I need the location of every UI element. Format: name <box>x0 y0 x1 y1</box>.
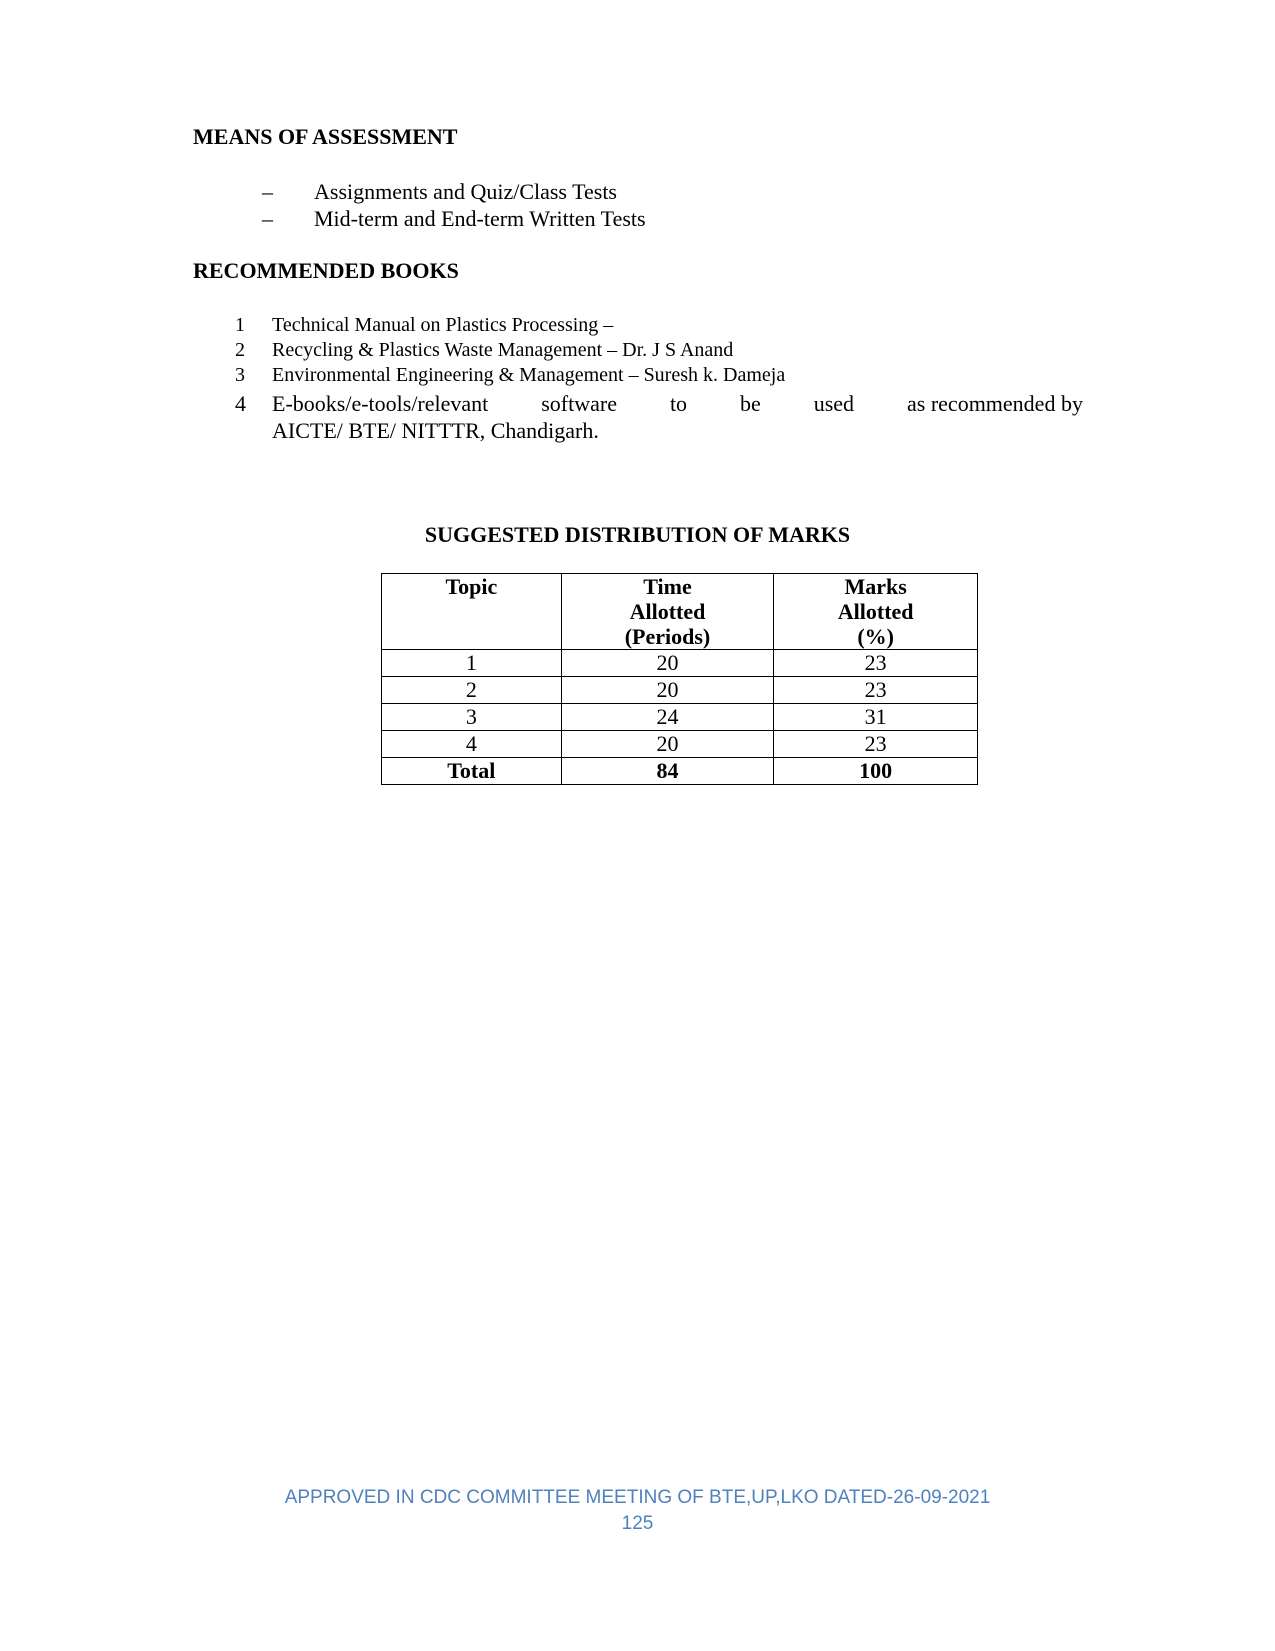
dash-marker: – <box>262 206 273 231</box>
book-title: Recycling & Plastics Waste Management – Dr. J S Anand <box>272 339 734 361</box>
header-line: Allotted <box>629 599 706 624</box>
book-title: Environmental Engineering & Management – Suresh k. Dameja <box>272 364 786 386</box>
list-item <box>262 205 646 232</box>
topic-cell: 2 <box>382 677 562 704</box>
time-cell: 20 <box>561 677 774 704</box>
marks-cell: 23 <box>774 650 978 677</box>
recommended-books-heading: RECOMMENDED BOOKS <box>193 258 459 283</box>
total-time-cell: 84 <box>561 758 774 785</box>
header-line: (Periods) <box>624 624 711 649</box>
word: E-books/e-tools/relevant <box>272 391 489 416</box>
topic-cell: 3 <box>382 704 562 731</box>
book-number: 4 <box>235 391 246 416</box>
total-label-cell: Total <box>382 758 562 785</box>
page-number: 125 <box>621 1513 654 1534</box>
page-footer <box>0 1485 1275 1537</box>
table-row <box>382 650 978 677</box>
header-marks-allotted <box>774 574 978 650</box>
table-header-row <box>382 574 978 650</box>
list-item <box>235 363 1083 388</box>
word: used <box>813 391 855 416</box>
marks-cell: 23 <box>774 731 978 758</box>
topic-cell: 4 <box>382 731 562 758</box>
dash-marker: – <box>262 179 273 204</box>
list-item <box>235 338 1083 363</box>
header-line: Marks <box>844 574 907 599</box>
table-row <box>382 704 978 731</box>
header-line: Time <box>643 574 692 599</box>
means-of-assessment-heading: MEANS OF ASSESSMENT <box>193 124 458 149</box>
book-title: Technical Manual on Plastics Processing – <box>272 314 614 336</box>
assessment-item-text: Mid-term and End-term Written Tests <box>314 206 646 231</box>
header-line: Allotted <box>837 599 914 624</box>
time-cell: 20 <box>561 650 774 677</box>
book-title-line-1 <box>272 390 1083 417</box>
header-line: (%) <box>857 624 894 649</box>
table-row <box>382 731 978 758</box>
book-list <box>235 313 1083 444</box>
book-number: 3 <box>235 364 245 386</box>
book-title-line-2: AICTE/ BTE/ NITTTR, Chandigarh. <box>272 418 599 443</box>
time-cell: 20 <box>561 731 774 758</box>
marks-table-title: SUGGESTED DISTRIBUTION OF MARKS <box>424 522 851 547</box>
list-item <box>235 390 1083 444</box>
word: be <box>740 391 761 416</box>
marks-distribution-table <box>381 573 978 785</box>
assessment-item-text: Assignments and Quiz/Class Tests <box>314 179 617 204</box>
header-topic: Topic <box>382 574 562 650</box>
header-time-allotted <box>561 574 774 650</box>
table-row <box>382 677 978 704</box>
word: software <box>541 391 617 416</box>
book-number: 1 <box>235 314 245 336</box>
assessment-list <box>262 178 646 232</box>
word: as recommended by <box>907 391 1083 416</box>
approval-note: APPROVED IN CDC COMMITTEE MEETING OF BTE,UP,LKO DATED-26-09-2021 <box>284 1487 991 1508</box>
time-cell: 24 <box>561 704 774 731</box>
topic-cell: 1 <box>382 650 562 677</box>
total-marks-cell: 100 <box>774 758 978 785</box>
marks-cell: 23 <box>774 677 978 704</box>
list-item <box>262 178 646 205</box>
marks-cell: 31 <box>774 704 978 731</box>
word: to <box>669 391 688 416</box>
book-title <box>272 390 1083 444</box>
list-item <box>235 313 1083 338</box>
book-number: 2 <box>235 339 245 361</box>
table-total-row <box>382 758 978 785</box>
